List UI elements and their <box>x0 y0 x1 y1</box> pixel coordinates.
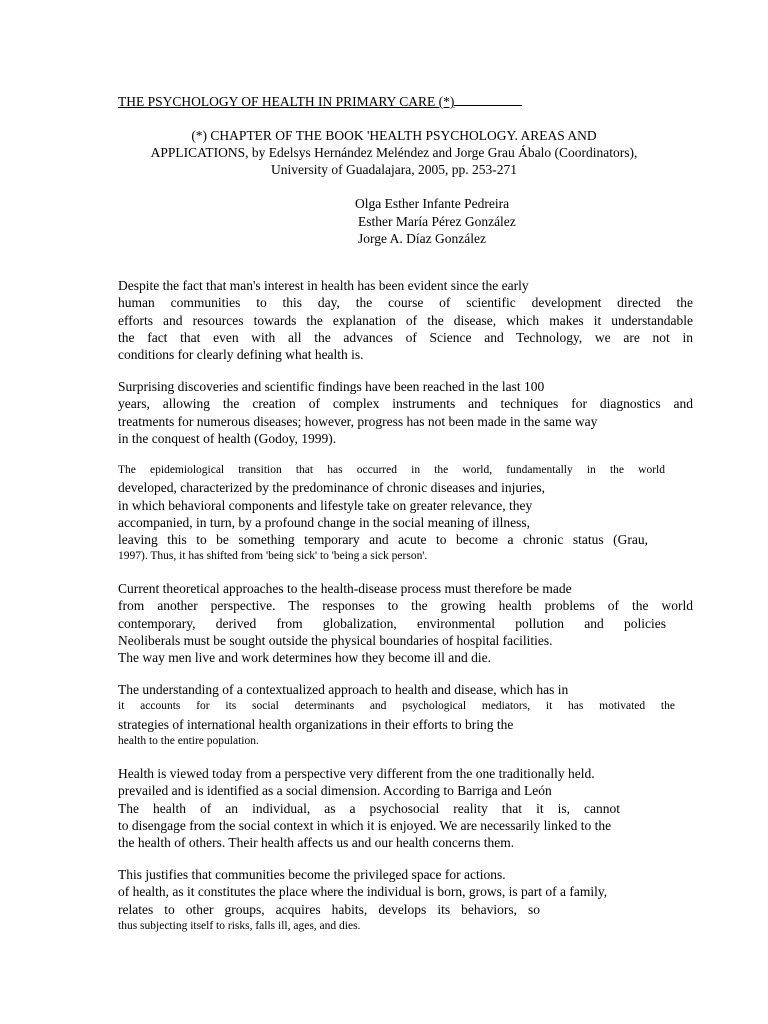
text-line: to disengage from the social context in which it is enjoyed. We are necessarily linked to the <box>118 817 612 833</box>
text-line: leaving this to be something temporary and acute to become a chronic status (Grau, <box>118 532 648 548</box>
paragraph <box>118 580 693 666</box>
text-line: in the conquest of health (Godoy, 1999). <box>118 430 337 446</box>
text-line: strategies of international health organizations in their efforts to bring the <box>118 716 514 732</box>
chapter-citation <box>110 127 678 178</box>
paragraph <box>118 681 693 750</box>
text-line: efforts and resources towards the explanation of the disease, which makes it understandable <box>118 312 693 328</box>
text-line: Neoliberals must be sought outside the physical boundaries of hospital facilities. <box>118 632 553 648</box>
text-line: conditions for clearly defining what health is. <box>118 347 364 363</box>
text-line: years, allowing the creation of complex instruments and techniques for diagnostics and <box>118 396 693 412</box>
author-name: Jorge A. Díaz González <box>358 231 486 246</box>
chapter-line: University of Guadalajara, 2005, pp. 253-271 <box>271 162 517 177</box>
text-line: treatments for numerous diseases; however, progress has not been made in the same way <box>118 413 598 429</box>
text-line: 1997). Thus, it has shifted from 'being sick' to 'being a sick person'. <box>118 550 428 563</box>
author-list <box>355 195 516 248</box>
author-name: Esther María Pérez González <box>358 213 516 229</box>
text-line: thus subjecting itself to risks, falls ill, ages, and dies. <box>118 919 361 932</box>
text-line: prevailed and is identified as a social dimension. According to Barriga and León <box>118 783 552 799</box>
text-line: This justifies that communities become the privileged space for actions. <box>118 867 506 882</box>
text-line: Current theoretical approaches to the health-disease process must therefore be made <box>118 581 572 596</box>
text-line: the health of others. Their health affects us and our health concerns them. <box>118 835 515 851</box>
document-title <box>118 93 522 110</box>
text-line: in which behavioral components and lifestyle take on greater relevance, they <box>118 497 533 513</box>
text-line: Surprising discoveries and scientific findings have been reached in the last 100 <box>118 379 545 394</box>
chapter-line: APPLICATIONS, by Edelsys Hernández Meléndez and Jorge Grau Ábalo (Coordinators), <box>150 145 638 160</box>
paragraph <box>118 866 693 935</box>
text-line: Health is viewed today from a perspective very different from the one traditionally held. <box>118 766 595 781</box>
title-underline <box>454 93 522 106</box>
paragraph <box>118 378 693 447</box>
text-line: from another perspective. The responses to the growing health problems of the world <box>118 598 693 614</box>
paragraph <box>118 462 693 566</box>
paragraph <box>118 277 693 363</box>
text-line: Despite the fact that man's interest in health has been evident since the early <box>118 278 529 293</box>
text-line: it accounts for its social determinants and psychological mediators, it has motivated the <box>118 700 675 713</box>
text-line: contemporary, derived from globalization, environmental pollution and policies <box>118 615 666 631</box>
text-line: the fact that even with all the advances of Science and Technology, we are not in <box>118 329 693 345</box>
text-line: The understanding of a contextualized approach to health and disease, which has in <box>118 682 569 697</box>
author-name: Olga Esther Infante Pedreira <box>355 196 510 211</box>
text-line: of health, as it constitutes the place where the individual is born, grows, is part of a family, <box>118 884 608 900</box>
text-line: developed, characterized by the predominance of chronic diseases and injuries, <box>118 480 545 496</box>
chapter-line: (*) CHAPTER OF THE BOOK 'HEALTH PSYCHOLOGY. AREAS AND <box>191 128 597 143</box>
text-line: health to the entire population. <box>118 734 259 747</box>
text-line: accompanied, in turn, by a profound change in the social meaning of illness, <box>118 514 531 530</box>
text-line: The epidemiological transition that has occurred in the world, fundamentally in the world <box>118 464 665 476</box>
title-text: THE PSYCHOLOGY OF HEALTH IN PRIMARY CARE (*) <box>118 94 455 109</box>
paragraph <box>118 765 693 851</box>
text-line: relates to other groups, acquires habits, develops its behaviors, so <box>118 901 540 917</box>
text-line: human communities to this day, the course of scientific development directed the <box>118 295 693 311</box>
text-line: The way men live and work determines how they become ill and die. <box>118 650 492 666</box>
text-line: The health of an individual, as a psychosocial reality that it is, cannot <box>118 800 620 816</box>
